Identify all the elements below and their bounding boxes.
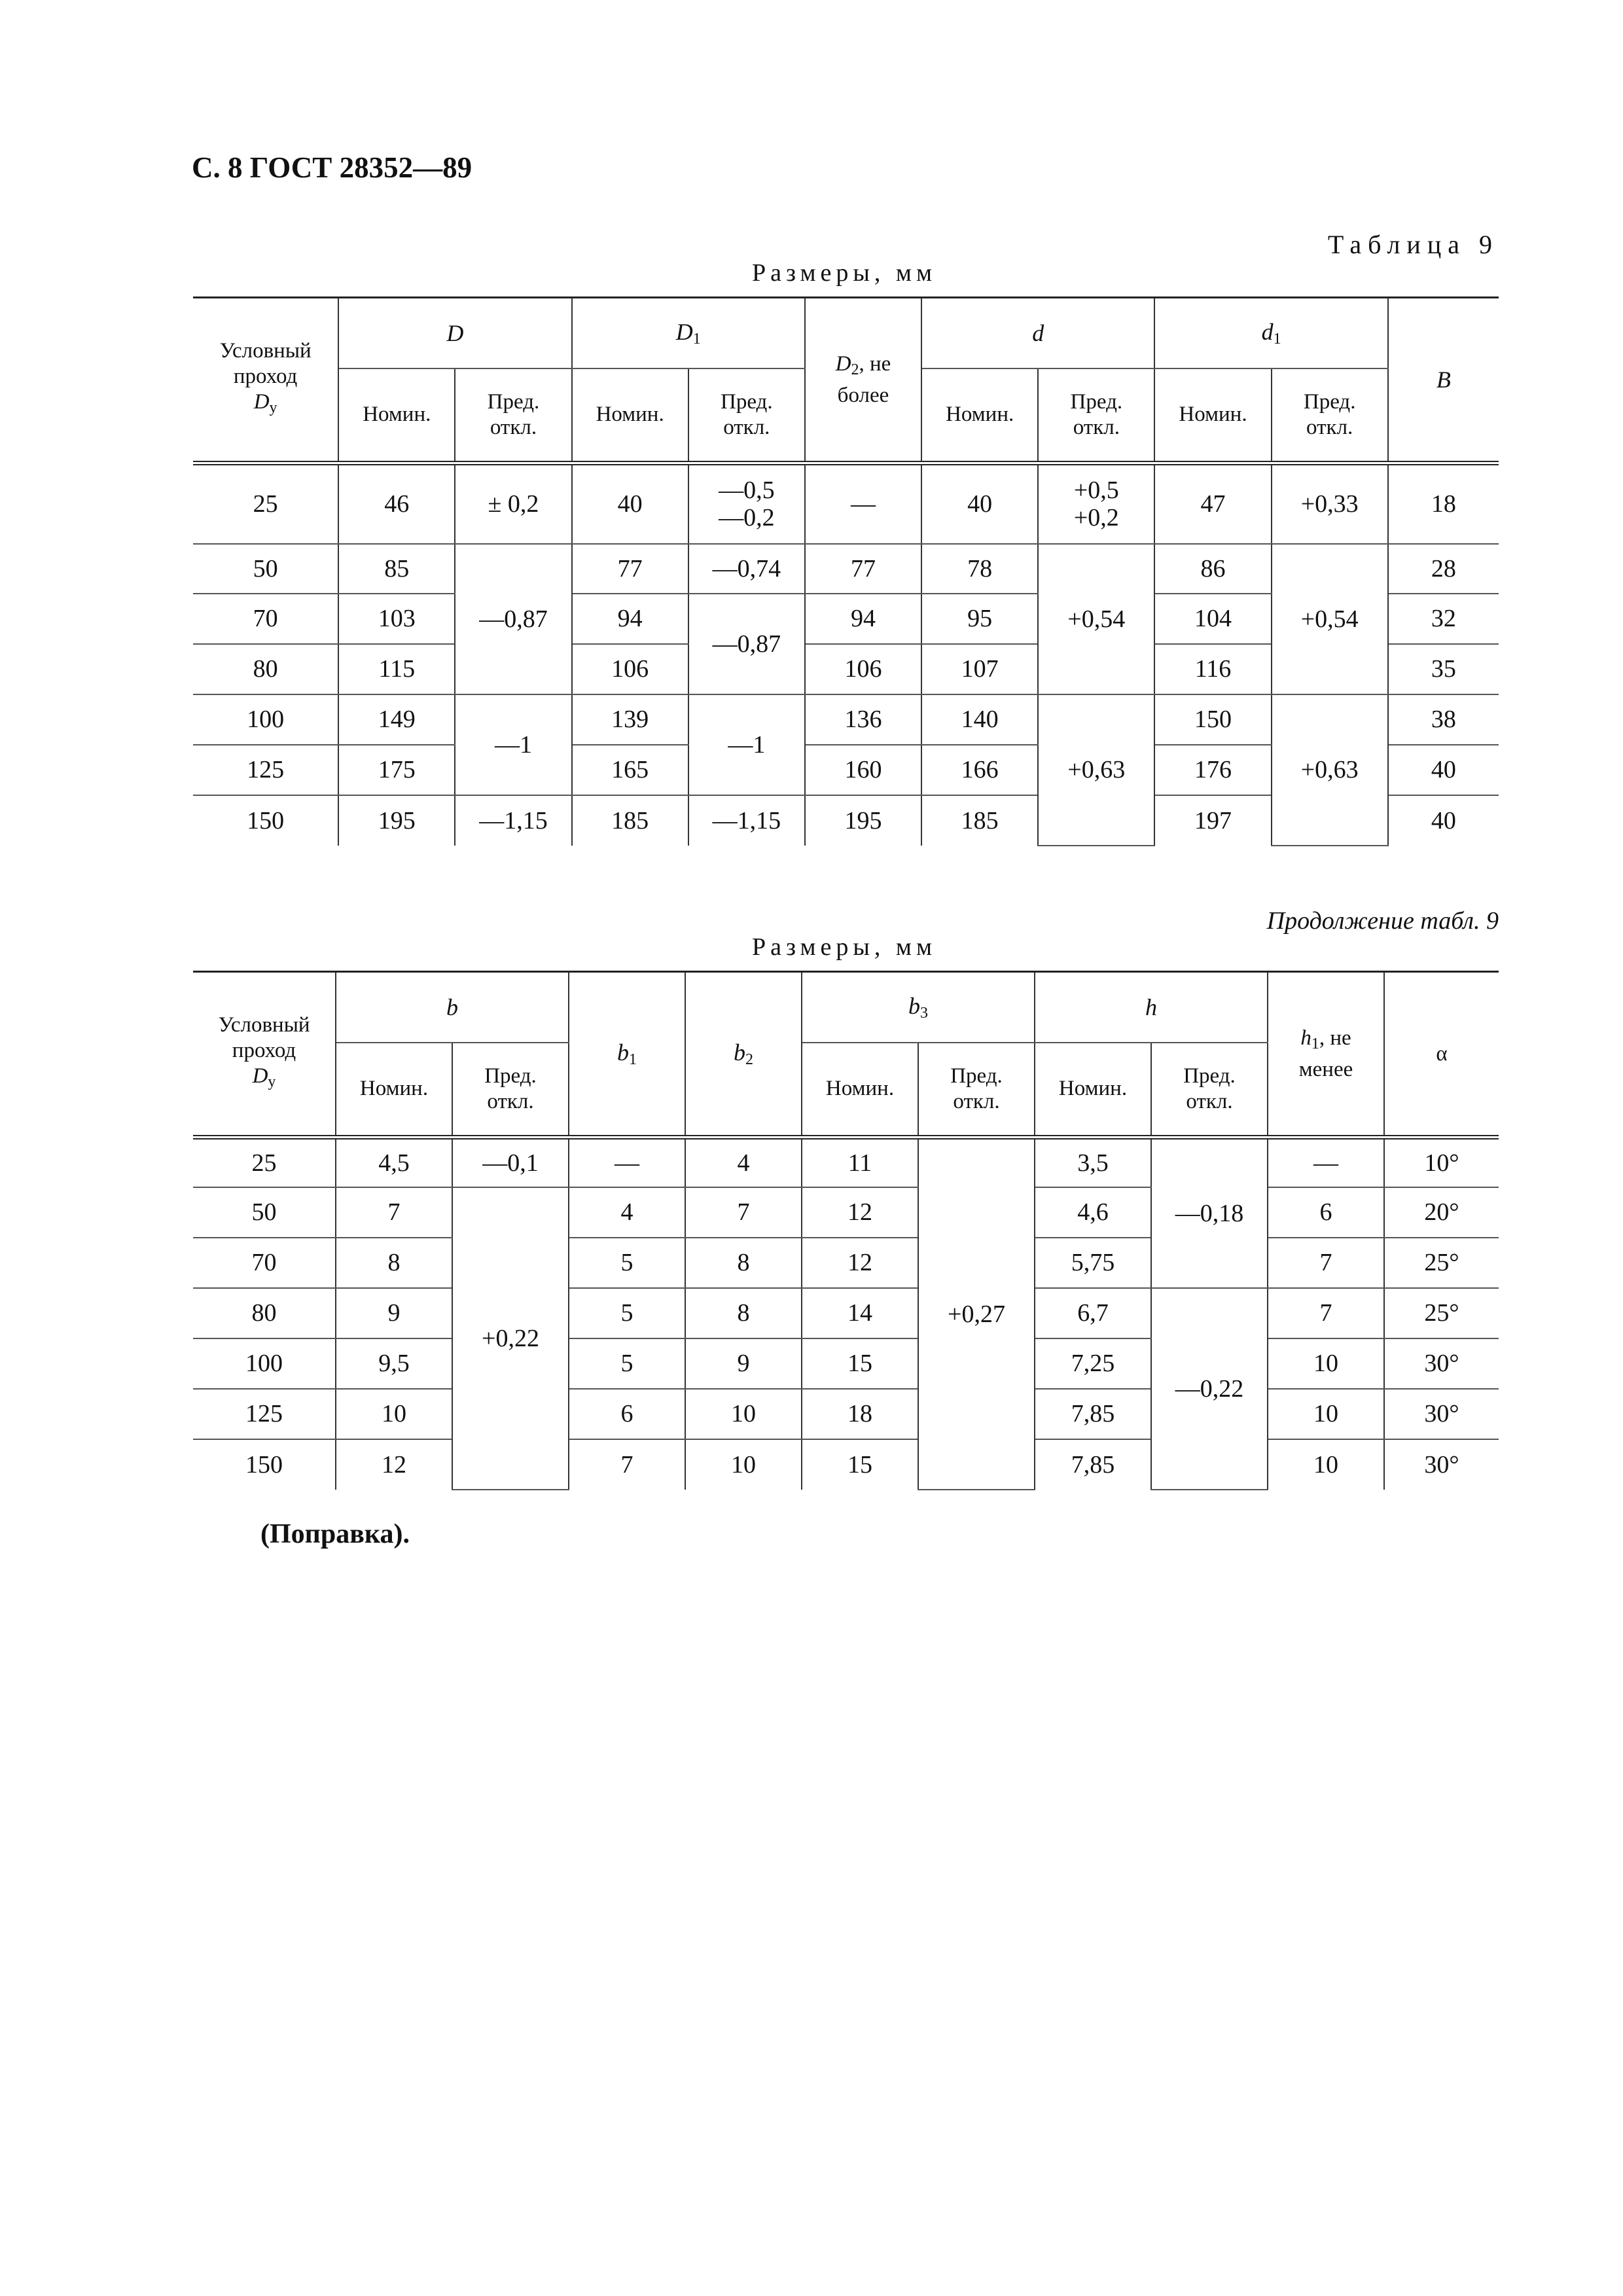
header-D1: $D_1$	[572, 298, 805, 368]
table-cell: +0,22	[452, 1187, 569, 1490]
table-cell: 35	[1388, 644, 1499, 694]
table-cell: 165	[572, 745, 688, 795]
table-cell: 150	[193, 1439, 336, 1490]
amendment-note: (Поправка).	[260, 1519, 410, 1549]
table-cell: 5	[569, 1238, 685, 1288]
table-cell: 4	[569, 1187, 685, 1238]
table-cell: 7,25	[1035, 1338, 1151, 1389]
table-cell: 40	[1388, 745, 1499, 795]
table-row	[193, 1187, 1499, 1238]
table-cell: 30°	[1384, 1439, 1499, 1490]
table-cell: 8	[685, 1288, 802, 1338]
continuation-table	[193, 971, 1499, 1490]
table-cell: 9,5	[336, 1338, 452, 1389]
table-row	[193, 1138, 1499, 1187]
table-cell: 70	[193, 594, 338, 644]
table-number: Таблица 9	[1327, 230, 1499, 259]
table-cell: 8	[685, 1238, 802, 1288]
table-cell: —	[569, 1138, 685, 1187]
table-cell: 30°	[1384, 1389, 1499, 1439]
header-b1: $b_1$	[569, 972, 685, 1138]
table-cell: 4	[685, 1138, 802, 1187]
header-nominal: Номин.	[338, 368, 455, 463]
table-cell: —1	[688, 694, 805, 795]
table-row	[193, 1288, 1499, 1338]
table-cell: 185	[921, 795, 1038, 846]
table-cell: 197	[1154, 795, 1271, 846]
header-h1: $h_1$, не менее	[1268, 972, 1384, 1138]
table-cell: 12	[802, 1238, 918, 1288]
table-cell: 106	[805, 644, 921, 694]
table-cell: 15	[802, 1338, 918, 1389]
table-cell: —1,15	[688, 795, 805, 846]
table-cell: 136	[805, 694, 921, 745]
table-cell: 176	[1154, 745, 1271, 795]
header-b: b	[336, 972, 569, 1043]
table-row	[193, 1389, 1499, 1439]
table-cell: —0,1	[452, 1138, 569, 1187]
table-cell: 160	[805, 745, 921, 795]
table-cell: 95	[921, 594, 1038, 644]
table-row	[193, 1439, 1499, 1490]
table-row	[193, 694, 1499, 745]
table-cell: 25°	[1384, 1288, 1499, 1338]
table-cell: 86	[1154, 544, 1271, 594]
table-cell: 12	[336, 1439, 452, 1490]
table-cell: 185	[572, 795, 688, 846]
table-cell: 85	[338, 544, 455, 594]
table-cell: 195	[805, 795, 921, 846]
table-cell: 175	[338, 745, 455, 795]
table-cell: 10	[336, 1389, 452, 1439]
table-cell: 46	[338, 463, 455, 544]
table-cell: 25	[193, 463, 338, 544]
table-cell: 4,5	[336, 1138, 452, 1187]
table-cell: 149	[338, 694, 455, 745]
table-cell: +0,54	[1272, 544, 1388, 694]
header-tolerance: Пред. откл.	[918, 1043, 1035, 1138]
table-cell: 7	[1268, 1238, 1384, 1288]
header-nominal: Номин.	[336, 1043, 452, 1138]
table-cell: 9	[685, 1338, 802, 1389]
header-tolerance: Пред. откл.	[1151, 1043, 1268, 1138]
table-cell: 139	[572, 694, 688, 745]
table-cell: 166	[921, 745, 1038, 795]
table-cell: 7	[336, 1187, 452, 1238]
table-cell: 77	[572, 544, 688, 594]
header-nominal: Номин.	[921, 368, 1038, 463]
table-cell: 70	[193, 1238, 336, 1288]
table-cell: 40	[921, 463, 1038, 544]
table-cell: 125	[193, 745, 338, 795]
table-cell: +0,33	[1272, 463, 1388, 544]
table-cell: 30°	[1384, 1338, 1499, 1389]
table-cell: 28	[1388, 544, 1499, 594]
header-B: B	[1388, 298, 1499, 463]
header-tolerance: Пред. откл.	[455, 368, 571, 463]
header-tolerance: Пред. откл.	[688, 368, 805, 463]
header-D2: $D_2$, не более	[805, 298, 921, 463]
table-cell: 7	[685, 1187, 802, 1238]
table-cell: —1,15	[455, 795, 571, 846]
header-nominal: Номин.	[802, 1043, 918, 1138]
table-cell: 9	[336, 1288, 452, 1338]
table-cell: +0,54	[1038, 544, 1154, 694]
table-cell: +0,63	[1038, 694, 1154, 846]
table-cell: 77	[805, 544, 921, 594]
table-cell: —	[1268, 1138, 1384, 1187]
header-d1: $d_1$	[1154, 298, 1387, 368]
table-cell: —0,5 —0,2	[688, 463, 805, 544]
table-cell: 78	[921, 544, 1038, 594]
table-cell: 10°	[1384, 1138, 1499, 1187]
header-tolerance: Пред. откл.	[1038, 368, 1154, 463]
table-cell: —0,18	[1151, 1138, 1268, 1288]
table-cell: 106	[572, 644, 688, 694]
table-cell: —0,87	[455, 544, 571, 694]
table-cell: +0,63	[1272, 694, 1388, 846]
header-nominal-bore: Условный проход $D_у$	[193, 972, 336, 1138]
table-cell: 5,75	[1035, 1238, 1151, 1288]
table-cell: +0,5 +0,2	[1038, 463, 1154, 544]
table-cell: 140	[921, 694, 1038, 745]
table-cell: 107	[921, 644, 1038, 694]
table-cell: 40	[572, 463, 688, 544]
table-cell: 150	[1154, 694, 1271, 745]
table-cell: 8	[336, 1238, 452, 1288]
table-cell: —1	[455, 694, 571, 795]
dimensions-table	[193, 296, 1499, 846]
table-cell: 14	[802, 1288, 918, 1338]
table-cell: 12	[802, 1187, 918, 1238]
header-nominal: Номин.	[1035, 1043, 1151, 1138]
table-row	[193, 463, 1499, 544]
table-cell: —0,22	[1151, 1288, 1268, 1490]
table-cell: 150	[193, 795, 338, 846]
table-cell: 10	[1268, 1338, 1384, 1389]
header-nominal: Номин.	[572, 368, 688, 463]
header-b3: $b_3$	[802, 972, 1035, 1043]
table-cell: 115	[338, 644, 455, 694]
table-cell: 6,7	[1035, 1288, 1151, 1338]
table-cell: 116	[1154, 644, 1271, 694]
table-cell: 47	[1154, 463, 1271, 544]
table-cell: 18	[802, 1389, 918, 1439]
table-cell: 25°	[1384, 1238, 1499, 1288]
continuation-label: Продолжение табл. 9	[1266, 907, 1499, 935]
table-cell: 100	[193, 694, 338, 745]
table-cell: +0,27	[918, 1138, 1035, 1490]
table-cell: 103	[338, 594, 455, 644]
table-cell: 25	[193, 1138, 336, 1187]
table-cell: 80	[193, 644, 338, 694]
table-cell: 7	[1268, 1288, 1384, 1338]
table-cell: 7,85	[1035, 1439, 1151, 1490]
table-row	[193, 544, 1499, 594]
table-cell: 10	[685, 1439, 802, 1490]
table-cell: 6	[1268, 1187, 1384, 1238]
table-cell: 10	[685, 1389, 802, 1439]
table-cell: 104	[1154, 594, 1271, 644]
table-cell: 20°	[1384, 1187, 1499, 1238]
header-d: d	[921, 298, 1154, 368]
table-cell: —0,87	[688, 594, 805, 694]
header-nominal: Номин.	[1154, 368, 1271, 463]
table-cell: 6	[569, 1389, 685, 1439]
table-cell: 10	[1268, 1439, 1384, 1490]
header-h: h	[1035, 972, 1268, 1043]
table-row	[193, 1238, 1499, 1288]
table-cell: 4,6	[1035, 1187, 1151, 1238]
units-caption-table1: Размеры, мм	[751, 259, 936, 287]
table-cell: 80	[193, 1288, 336, 1338]
header-tolerance: Пред. откл.	[1272, 368, 1388, 463]
table-row	[193, 1338, 1499, 1389]
table-cell: ± 0,2	[455, 463, 571, 544]
table-cell: 50	[193, 1187, 336, 1238]
table-cell: 94	[805, 594, 921, 644]
table-cell: 38	[1388, 694, 1499, 745]
table-cell: —0,74	[688, 544, 805, 594]
header-D: D	[338, 298, 571, 368]
table-cell: 94	[572, 594, 688, 644]
table-cell: 5	[569, 1338, 685, 1389]
table-cell: 7,85	[1035, 1389, 1151, 1439]
header-alpha: α	[1384, 972, 1499, 1138]
table-cell: 50	[193, 544, 338, 594]
units-caption-table2: Размеры, мм	[751, 933, 936, 961]
table-cell: 100	[193, 1338, 336, 1389]
header-tolerance: Пред. откл.	[452, 1043, 569, 1138]
table-cell: 7	[569, 1439, 685, 1490]
table-cell: 40	[1388, 795, 1499, 846]
table-cell: —	[805, 463, 921, 544]
table-cell: 125	[193, 1389, 336, 1439]
table-cell: 15	[802, 1439, 918, 1490]
table-cell: 10	[1268, 1389, 1384, 1439]
header-nominal-bore: Условный проход $D_у$	[193, 298, 338, 463]
table-cell: 5	[569, 1288, 685, 1338]
table-cell: 3,5	[1035, 1138, 1151, 1187]
table-cell: 195	[338, 795, 455, 846]
header-b2: $b_2$	[685, 972, 802, 1138]
table-cell: 32	[1388, 594, 1499, 644]
table-cell: 18	[1388, 463, 1499, 544]
page-header: С. 8 ГОСТ 28352—89	[192, 151, 473, 184]
table-cell: 11	[802, 1138, 918, 1187]
